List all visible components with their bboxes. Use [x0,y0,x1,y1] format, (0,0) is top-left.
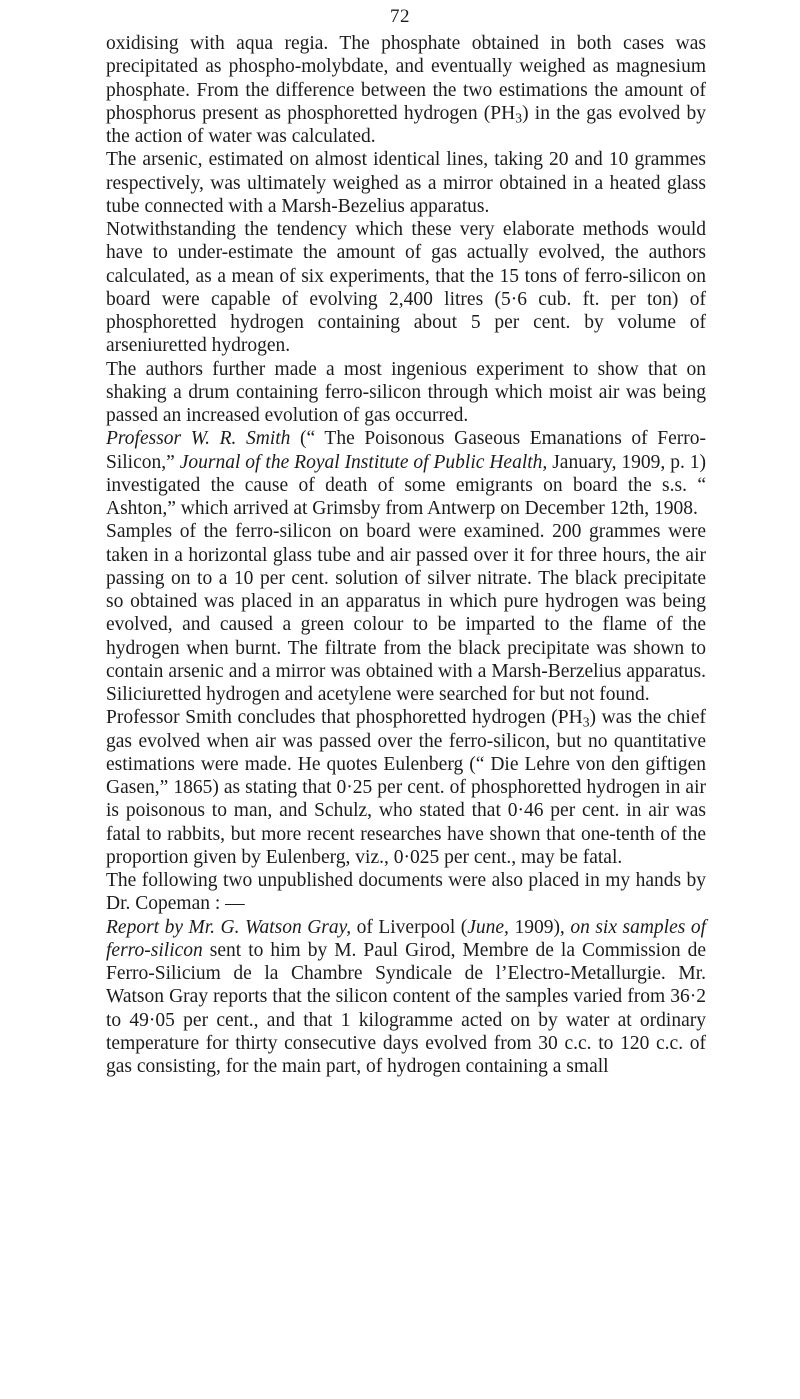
page-number: 72 [390,6,410,27]
paragraph-9: Report by Mr. G. Watson Gray, of Liverpool (June, 1909), on six samples of ferro-silicon sent to him by M. Paul Girod, Membre de la Commission de Ferro-Silicium de la Chambre Syndicale de l’Electro-Metallurgie. Mr. Watson Gray reports that the silicon content of the samples varied from 36·2 to 49·05 per cent., and that 1 kilogramme acted on by water at ordinary temperature for thirty consecutive days evolved from 30 c.c. to 120 c.c. of gas consisting, for the main part, of hydrogen containing a small [106,916,707,1077]
subscript: 3 [515,110,523,126]
report-subject: on six samples of ferro-silicon [106,916,707,961]
paragraph-7: Professor Smith concludes that phosphoretted hydrogen $(PH_3)$ was the chief gas evolved when air was passed over the ferro-silicon, but no quantitative estimations were made. He quotes Eulenberg (“ Die Lehre von den giftigen Gasen,” 1865) as stating that 0·25 per cent. of phosphoretted hydrogen in air is poisonous to man, and Schulz, who stated that 0·46 per cent. in air was fatal to rabbits, but more recent researches have shown that one-tenth of the proportion given by Eulenberg, viz., 0·025 per cent., may be fatal. [106,707,706,868]
author-name: Professor W. R. Smith [106,428,291,450]
paragraph-2: The arsenic, estimated on almost identical lines, taking 20 and 10 grammes respectively, was ultimately weighed as a mirror obtained in a heated glass tube connected with a Marsh-Bezelius apparatus. [106,149,706,217]
paragraph-5: Professor W. R. Smith (“ The Poisonous Gaseous Emanations of Ferro-Silicon,” Journal of the Royal Institute of Public Health, January, 1909, p. 1) investigated the cause of death of some emigrants on board the s.s. “ Ashton,” which arrived at Grimsby from Antwerp on December 12th, 1908. [106,428,706,519]
paragraph-8: The following two unpublished documents were also placed in my hands by Dr. Copeman : — [106,870,706,915]
journal-title: Journal of the Royal Institute of Public Health, [179,451,548,473]
report-date: June, [467,916,509,938]
paragraph-1: oxidising with aqua regia. The phosphate obtained in both cases was precipitated as phospho-molybdate, and eventually weighed as magnesium phosphate. From the difference between the two estimations the amount of phosphorus present as phosphoretted hydrogen $(PH_3)$ in the gas evolved by the action of water was calculated. [106,33,706,147]
subscript: 3 [582,714,590,730]
paragraph-4: The authors further made a most ingenious experiment to show that on shaking a drum containing ferro-silicon through which moist air was being passed an increased evolution of gas occurred. [106,358,706,426]
report-title: Report by Mr. G. Watson Gray, [106,916,352,938]
page-body [106,32,706,1078]
paragraph-3: Notwithstanding the tendency which these very elaborate methods would have to under-estimate the amount of gas actually evolved, the authors calculated, as a mean of six experiments, that the 15 tons of ferro-silicon on board were capable of evolving 2,400 litres (5·6 cub. ft. per ton) of phosphoretted hydrogen containing about 5 per cent. by volume of arseniuretted hydrogen. [106,219,706,357]
paragraph-6: Samples of the ferro-silicon on board were examined. 200 grammes were taken in a horizontal glass tube and air passed over it for three hours, the air passing on to a 10 per cent. solution of silver nitrate. The black precipitate so obtained was placed in an apparatus in which pure hydrogen was being evolved, and caused a green colour to be imparted to the flame of the hydrogen when burnt. The filtrate from the black precipitate was shown to contain arsenic and a mirror was obtained with a Marsh-Berzelius apparatus. Siliciuretted hydrogen and acetylene were searched for but not found. [106,521,706,705]
